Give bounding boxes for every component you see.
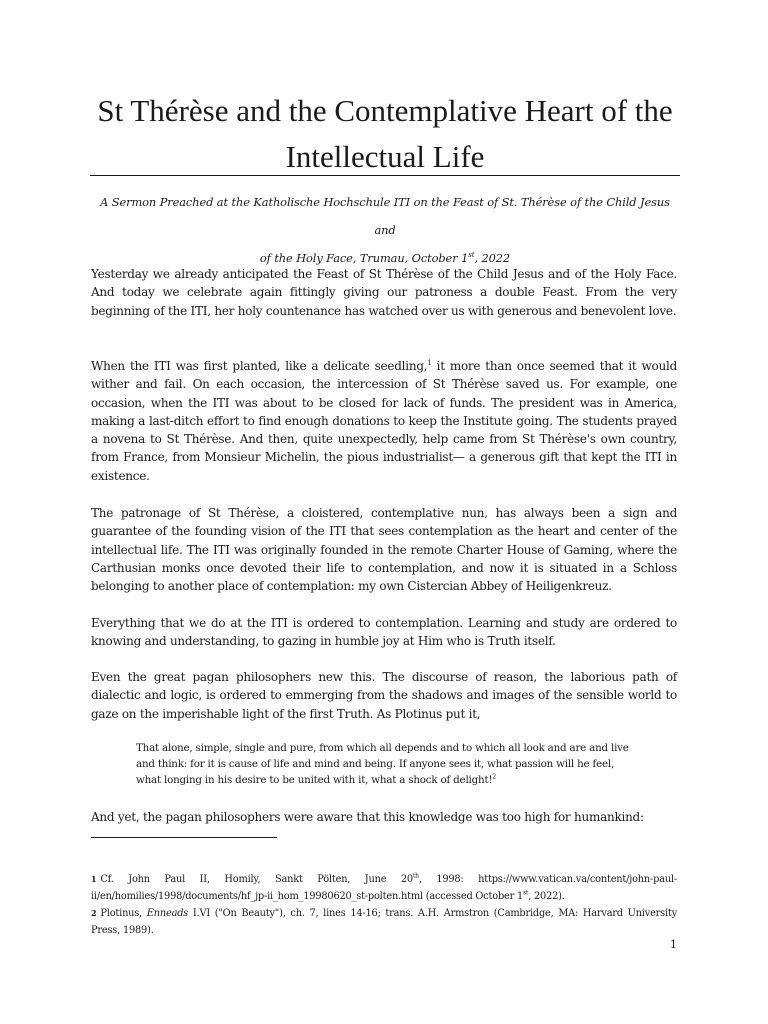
footnote-1-url[interactable]: , 1998: https://www.vatican.va/content/john-paul-ii/en/homilies/1998/documents/hf_jp-ii_hom_19980620_st-polten.html (accessed October 1 — [91, 874, 677, 902]
footnote-ref-2[interactable]: 2 — [492, 773, 496, 781]
footnote-1-mark: 1 — [91, 874, 97, 884]
document-title: St Thérèse and the Contemplative Heart of the Intellectual Life — [97, 93, 673, 174]
paragraph-6: And yet, the pagan philosophers were aware that this knowledge was too high for humankind: — [91, 810, 644, 824]
paragraph-2 — [91, 357, 677, 485]
paragraph-4: Everything that we do at the ITI is ordered to contemplation. Learning and study are ordered to knowing and understanding, to gazing in humble joy at Him who is Truth itself. — [91, 616, 677, 649]
quote-text: That alone, simple, single and pure, from which all depends and to which all look and are and live and think: for it is cause of life and mind and being. If anyone sees it, what passion will he feel, what longing in his desire to be united with it, what a shock of delight! — [136, 742, 629, 786]
paragraph-3: The patronage of St Thérèse, a cloistered, contemplative nun, has always been a sign and guarantee of the founding vision of the ITI that sees contemplation as the heart and center of the intellectual life. The ITI was originally founded in the remote Charter House of Gaming, where the Carthusian monks once devoted their life to contemplation, and now it is situated in a Schloss belonging to another place of contemplation: my own Cistercian Abbey of Heiligenkreuz. — [91, 506, 677, 594]
paragraph-1: Yesterday we already anticipated the Feast of St Thérèse of the Child Jesus and of the Holy Face. And today we celebrate again fittingly giving our patroness a double Feast. From the very beginning of the ITI, her holy countenance has watched over us with generous and benevolent love. — [91, 267, 677, 318]
footnote-2 — [91, 905, 677, 939]
page-number: 1 — [670, 938, 677, 951]
footnote-1-text-start: Cf. John Paul II, Homily, Sankt Pölten, June 20 — [100, 874, 413, 885]
footnote-1 — [91, 871, 677, 905]
paragraph-2-start: When the ITI was first planted, like a delicate seedling, — [91, 359, 428, 373]
paragraph-2-end: it more than once seemed that it would wither and fail. On each occasion, the intercession of St Thérèse saved us. For example, one occasion, when the ITI was about to be closed for lack of funds. The president was in America, making a last-ditch effort to find enough donations to keep the Institute going. The students prayed a novena to St Thérèse. And then, quite unexpectedly, help came from St Thérèse's own country, from France, from Monsieur Michelin, the pious industrialist— a generous gift that kept the ITI in existence. — [91, 359, 677, 483]
paragraph-5: Even the great pagan philosophers new this. The discourse of reason, the laborious path of dialectic and logic, is ordered to emmerging from the shadows and images of the sensible world to gaze on the imperishable light of the first Truth. As Plotinus put it, — [91, 670, 677, 721]
subtitle-ordinal: st — [468, 251, 475, 260]
footnote-1-text-end: , 2022). — [528, 891, 565, 902]
sermon-subtitle — [90, 188, 680, 272]
title-divider — [90, 175, 680, 176]
subtitle-line-1: A Sermon Preached at the Katholische Hochschule ITI on the Feast of St. Thérèse of the Child Jesus and — [100, 195, 670, 237]
footnote-divider — [91, 837, 277, 838]
footnote-2-mark: 2 — [91, 908, 97, 918]
footnote-1-ordinal-2: st — [523, 889, 529, 897]
footnote-2-work-title: Enneads — [146, 908, 189, 919]
footnote-2-text-start: Plotinus, — [100, 908, 147, 919]
footnote-ref-1[interactable]: 1 — [427, 359, 432, 367]
subtitle-line-2-end: , 2022 — [474, 251, 511, 265]
footnote-1-ordinal: th — [412, 872, 419, 880]
plotinus-quote — [136, 740, 636, 788]
footnote-2-text-end: I.VI ("On Beauty"), ch. 7, lines 14-16; trans. A.H. Armstron (Cambridge, MA: Harvard University Press, 1989). — [91, 908, 677, 936]
subtitle-line-2-start: of the Holy Face, Trumau, October 1 — [259, 251, 469, 265]
